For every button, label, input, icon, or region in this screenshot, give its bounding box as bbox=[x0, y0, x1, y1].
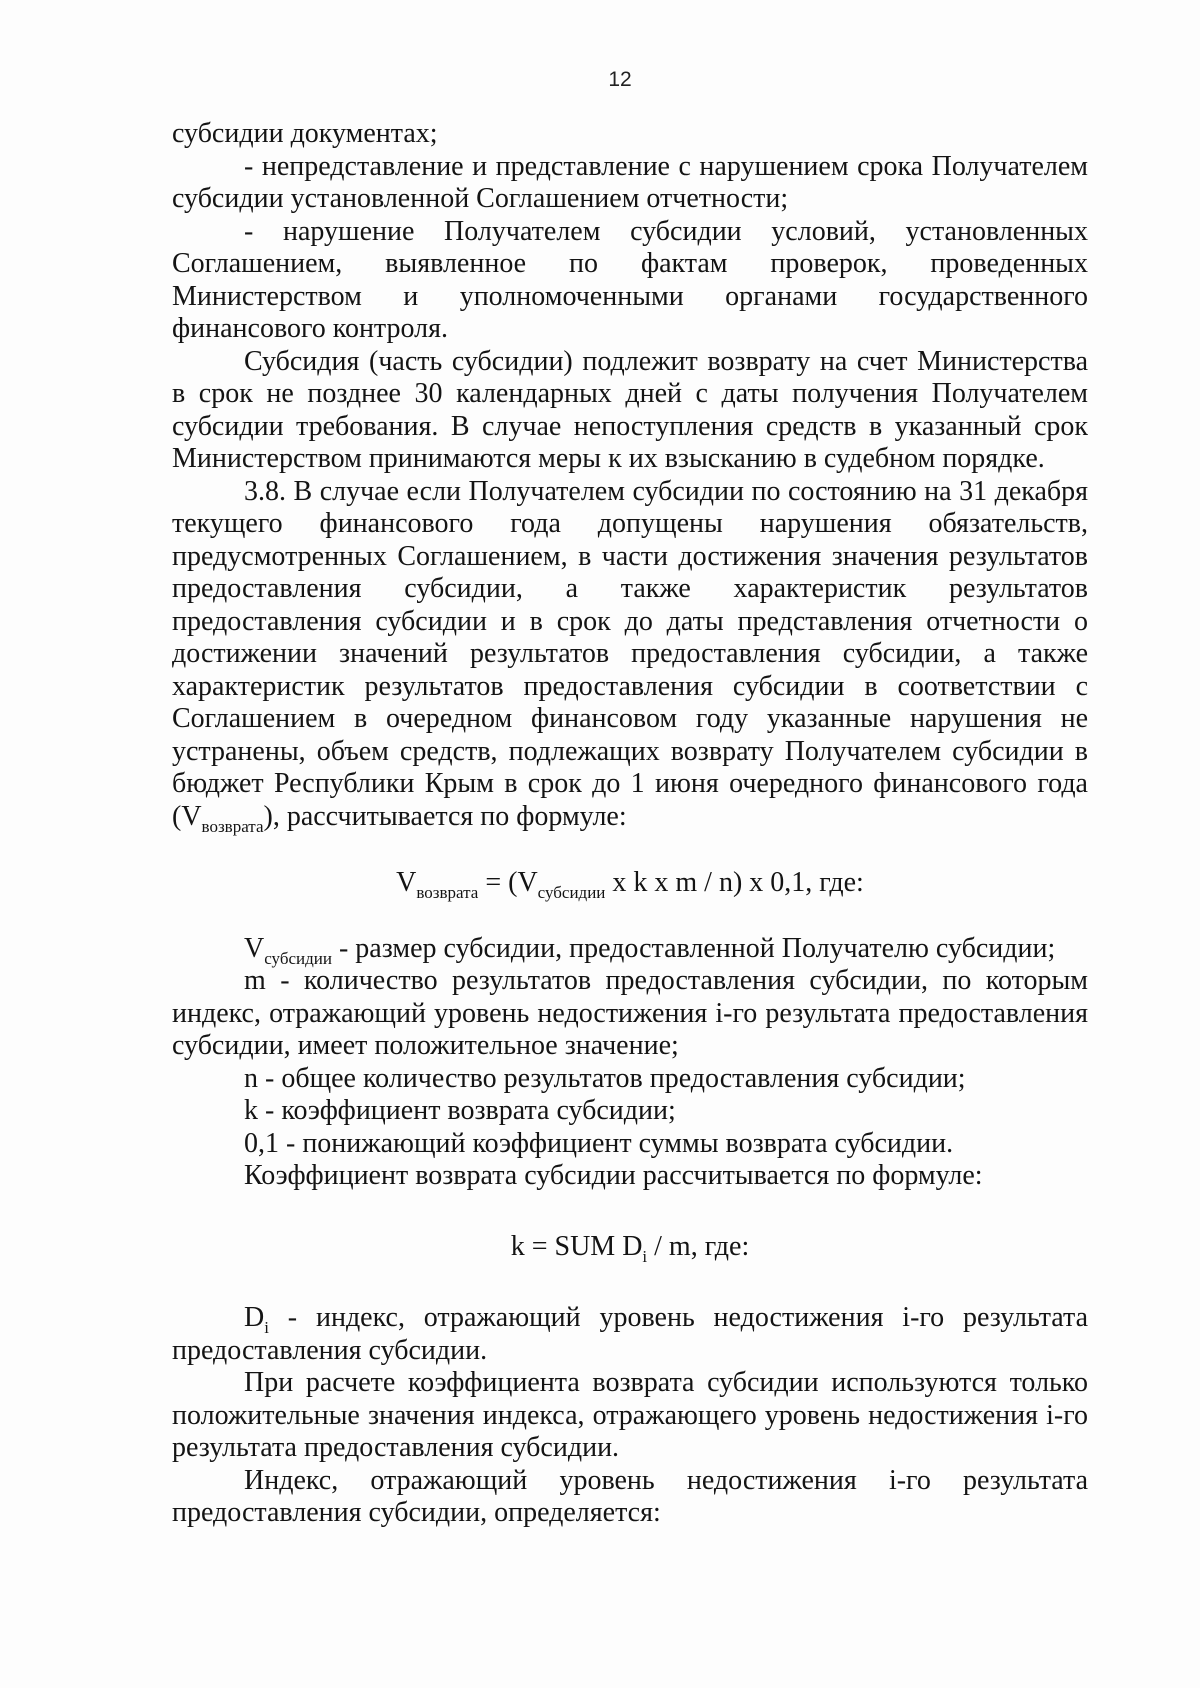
definition-n: n - общее количество результатов предоставления субсидии; bbox=[244, 1062, 966, 1094]
paragraph-3-8-tail: ), рассчитывается по формуле: bbox=[263, 800, 627, 832]
definition-m: m - количество результатов предоставления субсидии, по которым индекс, отражающий уровень недостижения i-го результата предоставления субсидии, имеет положительное значение; bbox=[172, 965, 1088, 1061]
page-number: 12 bbox=[608, 68, 632, 91]
formula-v: V bbox=[396, 867, 417, 898]
paragraph-conditions-violation: - нарушение Получателем субсидии условий, установленных Соглашением, выявленное по фактам проверок, проведенных Министерством и уполномоченными органами государственного финансового контроля. bbox=[172, 215, 1088, 344]
paragraph-index-determined: Индекс, отражающий уровень недостижения i-го результата предоставления субсидии, определяется: bbox=[172, 1464, 1088, 1528]
definition-d-sub: i bbox=[264, 1318, 269, 1337]
definition-k: k - коэффициент возврата субсидии; bbox=[244, 1095, 676, 1126]
definition-v-subsidy bbox=[172, 933, 1088, 966]
definition-v-sub: субсидии bbox=[264, 948, 332, 968]
paragraph-positive-values: При расчете коэффициента возврата субсидии используются только положительные значения индекса, отражающего уровень недостижения i-го результата предоставления субсидии. bbox=[172, 1367, 1088, 1463]
formula-k-left: k = SUM D bbox=[510, 1230, 643, 1262]
definition-d: D bbox=[244, 1302, 265, 1333]
definition-0-1: 0,1 - понижающий коэффициент суммы возврата субсидии. bbox=[244, 1127, 954, 1159]
definition-v-text: - размер субсидии, предоставленной Получателю субсидии; bbox=[331, 932, 1056, 964]
formula-k bbox=[172, 1231, 1088, 1264]
definition-v: V bbox=[244, 932, 265, 964]
paragraph-3-8-text: 3.8. В случае если Получателем субсидии по состоянию на 31 декабря текущего финансового года допущены нарушения обязательств, предусмотренных Соглашением, в части достижения значения результатов предоставления субсидии, а также характеристик результатов предоставления субсидии и в срок до даты представления отчетности о достижении значений результатов предоставления субсидии, а также характеристик результатов предоставления субсидии в соответствии с Соглашением в очередном финансовом году указанные нарушения не устранены, объем средств, подлежащих возврату Получателем субсидии в бюджет Республики Крым в срок до 1 июня очередного финансового года (V bbox=[172, 475, 1088, 832]
paragraph-3-8 bbox=[172, 476, 1088, 834]
formula-k-sub: i bbox=[642, 1246, 648, 1266]
formula-sub-return: возврата bbox=[416, 883, 479, 902]
formula-v-return bbox=[172, 867, 1088, 900]
coefficient-intro: Коэффициент возврата субсидии рассчитывается по формуле: bbox=[244, 1160, 983, 1191]
paragraph-subsidy-return: Субсидия (часть субсидии) подлежит возврату на счет Министерства в срок не позднее 30 календарных дней с даты получения Получателем субсидии требования. В случае непоступления средств в указанный срок Министерством принимаются меры к их взысканию в судебном порядке. bbox=[172, 345, 1088, 474]
paragraph-3-8-subscript: возврата bbox=[201, 816, 264, 836]
formula-k-right: / m, где: bbox=[647, 1230, 750, 1262]
document-body bbox=[172, 118, 1088, 1530]
formula-equals: = (V bbox=[478, 867, 538, 898]
formula-rest: x k x m / n) x 0,1, где: bbox=[605, 867, 864, 898]
paragraph-reporting-violation: - непредставление и представление с нарушением срока Получателем субсидии установленной Соглашением отчетности; bbox=[172, 150, 1088, 214]
paragraph-documents-end: субсидии документах; bbox=[172, 118, 438, 149]
formula-sub-subsidy: субсидии bbox=[537, 883, 606, 902]
definition-d-text: - индекс, отражающий уровень недостижения i-го результата предоставления субсидии. bbox=[172, 1302, 1088, 1366]
definition-di bbox=[172, 1302, 1088, 1367]
